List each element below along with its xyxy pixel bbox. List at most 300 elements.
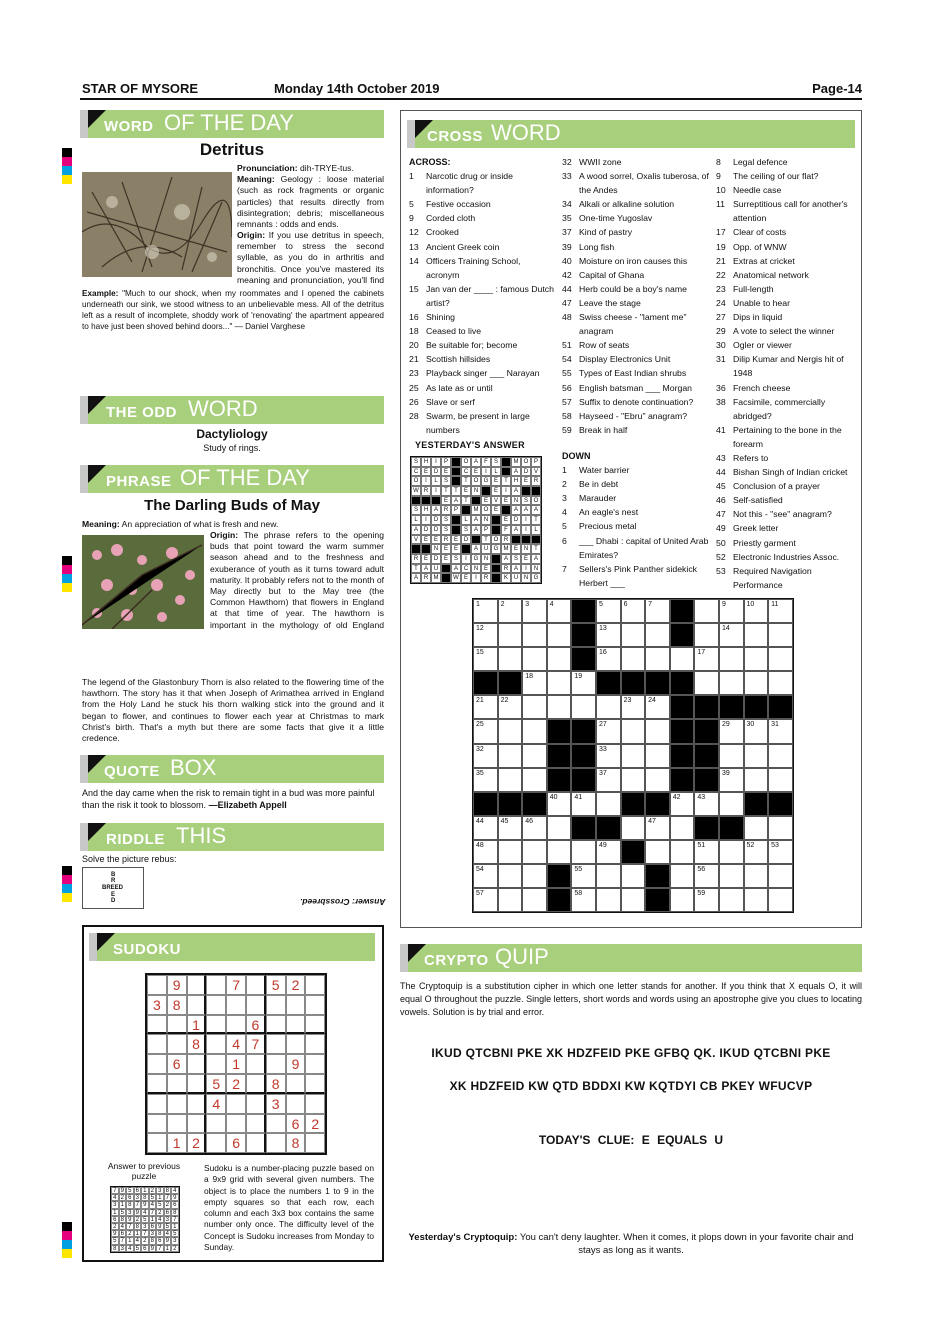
clue-item <box>409 169 555 197</box>
clue-number: 30 <box>716 340 726 351</box>
crossword-cell[interactable]: 3 <box>522 599 547 623</box>
sudoku-cell[interactable] <box>187 995 207 1015</box>
sudoku-cell[interactable] <box>226 1094 246 1114</box>
sudoku-cell[interactable] <box>187 1114 207 1134</box>
sudoku-cell[interactable] <box>187 1094 207 1114</box>
crossword-cell[interactable] <box>670 816 695 840</box>
mini-block <box>491 573 501 583</box>
crossword-cell[interactable]: 24 <box>645 695 670 719</box>
sudoku-cell[interactable] <box>246 975 266 995</box>
mini-cell: P <box>451 505 461 515</box>
sudoku-cell[interactable] <box>206 995 226 1015</box>
crossword-cell[interactable] <box>768 768 793 792</box>
sudoku-cell[interactable] <box>187 975 207 995</box>
sudoku-cell[interactable] <box>167 1094 187 1114</box>
sudoku-answer-cell: 1 <box>134 1230 142 1237</box>
clue-number: 50 <box>716 537 726 548</box>
mini-cell: N <box>521 544 531 554</box>
clue-number: 39 <box>562 241 572 252</box>
across-clues-col2 <box>562 155 710 437</box>
clue-item <box>562 534 710 562</box>
sudoku-cell[interactable] <box>246 1094 266 1114</box>
sudoku-cell: 8 <box>286 1133 306 1153</box>
mini-cell: A <box>471 544 481 554</box>
clue-text: Festive occasion <box>426 199 491 210</box>
crossword-cell[interactable] <box>571 695 596 719</box>
sudoku-answer-cell: 9 <box>149 1245 157 1252</box>
clue-text: Not this - "see" anagram? <box>733 509 832 520</box>
crossword-cell[interactable]: 32 <box>473 744 498 768</box>
crossword-cell[interactable] <box>498 768 523 792</box>
crossword-cell[interactable] <box>522 768 547 792</box>
sudoku-cell[interactable] <box>206 1015 226 1035</box>
mini-cell: C <box>461 564 471 574</box>
clue-number: 53 <box>716 565 726 576</box>
mini-cell: T <box>451 486 461 496</box>
crossword-cell[interactable] <box>522 623 547 647</box>
crossword-cell[interactable]: 19 <box>571 671 596 695</box>
sudoku-answer-cell: 3 <box>171 1237 179 1244</box>
crossword-cell[interactable]: 13 <box>596 623 621 647</box>
crossword-cell[interactable] <box>744 864 769 888</box>
clue-text: Dilip Kumar and Nergis hit of 1948 <box>733 354 844 379</box>
sudoku-answer-cell: 7 <box>164 1194 172 1201</box>
clue-number: 28 <box>409 410 419 421</box>
crossword-cell[interactable] <box>547 623 572 647</box>
clue-text: A wood sorrel, Oxalis tuberosa, of the Andes <box>579 171 709 196</box>
crossword-cell[interactable] <box>596 864 621 888</box>
crossword-cell[interactable]: 47 <box>645 816 670 840</box>
crossword-cell[interactable] <box>744 671 769 695</box>
crossword-cell[interactable] <box>744 816 769 840</box>
down-label: DOWN <box>562 451 591 461</box>
clue-item <box>716 310 858 324</box>
mini-block <box>501 505 511 515</box>
sudoku-cell[interactable] <box>286 1094 306 1114</box>
clue-text: The ceiling of our flat? <box>733 171 819 182</box>
mini-block <box>491 564 501 574</box>
clue-number: 42 <box>562 269 572 280</box>
crossword-cell[interactable]: 52 <box>744 840 769 864</box>
crossword-cell[interactable] <box>547 695 572 719</box>
crossword-cell[interactable]: 46 <box>522 816 547 840</box>
crossword-cell[interactable] <box>645 647 670 671</box>
clue-item <box>562 423 710 437</box>
mini-cell: H <box>421 457 431 467</box>
sudoku-cell[interactable] <box>246 1074 266 1094</box>
crossword-cell[interactable]: 37 <box>596 768 621 792</box>
clue-number: 34 <box>562 199 572 210</box>
crossword-cell[interactable] <box>522 647 547 671</box>
crossword-cell[interactable] <box>694 599 719 623</box>
clue-number: 27 <box>716 312 726 323</box>
crossword-cell[interactable]: 17 <box>694 647 719 671</box>
crossword-cell[interactable]: 57 <box>473 888 498 912</box>
sudoku-cell[interactable] <box>246 1054 266 1074</box>
clue-text: Suffix to denote continuation? <box>579 396 694 407</box>
sudoku-cell[interactable] <box>187 1074 207 1094</box>
crossword-cell[interactable] <box>498 623 523 647</box>
crossword-cell[interactable] <box>768 671 793 695</box>
mini-cell: G <box>481 476 491 486</box>
crossword-cell[interactable] <box>498 647 523 671</box>
crossword-cell[interactable] <box>719 647 744 671</box>
crossword-cell[interactable] <box>670 864 695 888</box>
crossword-cell[interactable] <box>670 840 695 864</box>
crossword-cell[interactable]: 35 <box>473 768 498 792</box>
sudoku-cell[interactable] <box>305 1074 325 1094</box>
crossword-block <box>719 695 744 719</box>
phrase-title: The Darling Buds of May <box>144 497 320 514</box>
mini-cell: O <box>411 476 421 486</box>
crossword-cell[interactable] <box>498 864 523 888</box>
crossword-cell[interactable]: 23 <box>621 695 646 719</box>
sudoku-answer-cell: 7 <box>126 1223 134 1230</box>
crossword-cell[interactable] <box>744 768 769 792</box>
sudoku-answer-cell: 6 <box>171 1201 179 1208</box>
mini-cell: R <box>501 564 511 574</box>
mini-cell: E <box>451 535 461 545</box>
mini-cell: T <box>411 564 421 574</box>
crossword-cell[interactable] <box>547 840 572 864</box>
mini-cell: I <box>431 457 441 467</box>
sudoku-cell[interactable] <box>246 1133 266 1153</box>
mini-cell: S <box>441 525 451 535</box>
crossword-cell[interactable] <box>621 888 646 912</box>
clue-number: 37 <box>562 227 572 238</box>
clue-number: 23 <box>409 368 419 379</box>
sudoku-cell[interactable] <box>246 1114 266 1134</box>
mini-cell: S <box>441 476 451 486</box>
crossword-cell[interactable]: 22 <box>498 695 523 719</box>
sudoku-cell[interactable] <box>206 1054 226 1074</box>
sudoku-description: Sudoku is a number-placing puzzle based on a 9x9 grid with several given numbers. The object is to place the numbers 1 to 9 in the empty squares so that each row, each column and each 3x3 box contains the same number only once. The difficulty level of the Concept is Sudoku increases from Monday to Sunday. <box>204 1163 374 1253</box>
crossword-cell[interactable]: 40 <box>547 792 572 816</box>
sudoku-cell[interactable] <box>305 1094 325 1114</box>
crossword-cell[interactable]: 42 <box>670 792 695 816</box>
svg-text:D: D <box>111 898 116 904</box>
crossword-cell[interactable] <box>621 647 646 671</box>
crossword-cell[interactable] <box>547 647 572 671</box>
clue-number: 55 <box>562 368 572 379</box>
crossword-cell[interactable]: 45 <box>498 816 523 840</box>
sudoku-cell[interactable] <box>206 975 226 995</box>
mini-cell: O <box>491 535 501 545</box>
sudoku-answer-cell: 9 <box>171 1194 179 1201</box>
crossword-cell[interactable] <box>522 744 547 768</box>
clue-text: Greek letter <box>733 523 779 534</box>
sudoku-cell[interactable] <box>286 1034 306 1054</box>
sudoku-cell[interactable] <box>167 1074 187 1094</box>
crossword-cell[interactable]: 43 <box>694 792 719 816</box>
clue-number: 40 <box>562 255 572 266</box>
crossword-block <box>694 719 719 743</box>
crossword-cell[interactable] <box>596 695 621 719</box>
clue-text: Sellers's Pink Panther sidekick Herbert ___ <box>579 563 698 588</box>
clue-item <box>409 381 555 395</box>
sudoku-answer-cell: 5 <box>119 1209 127 1216</box>
mini-cell: H <box>511 476 521 486</box>
mini-cell: G <box>531 573 541 583</box>
mini-cell: L <box>461 515 471 525</box>
crossword-cell[interactable] <box>621 816 646 840</box>
crossword-cell[interactable]: 48 <box>473 840 498 864</box>
sudoku-cell[interactable] <box>266 1133 286 1153</box>
sudoku-cell[interactable] <box>147 1094 167 1114</box>
sudoku-answer-cell: 5 <box>164 1223 172 1230</box>
crossword-cell[interactable]: 15 <box>473 647 498 671</box>
crossword-cell[interactable]: 27 <box>596 719 621 743</box>
mini-cell: E <box>421 535 431 545</box>
sudoku-cell[interactable] <box>266 1054 286 1074</box>
sudoku-grid[interactable] <box>145 973 327 1155</box>
sudoku-cell: 4 <box>226 1034 246 1054</box>
clue-number: 6 <box>562 535 567 546</box>
sudoku-answer-cell: 9 <box>134 1209 142 1216</box>
crossword-cell[interactable] <box>719 744 744 768</box>
mini-cell: P <box>481 525 491 535</box>
sudoku-cell[interactable] <box>286 1074 306 1094</box>
crossword-cell[interactable]: 5 <box>596 599 621 623</box>
clue-number: 9 <box>409 213 414 224</box>
crossword-cell[interactable]: 2 <box>498 599 523 623</box>
crossword-cell[interactable] <box>744 623 769 647</box>
crossword-cell[interactable]: 6 <box>621 599 646 623</box>
crossword-cell[interactable] <box>498 744 523 768</box>
sudoku-cell[interactable] <box>206 1133 226 1153</box>
crossword-cell[interactable]: 1 <box>473 599 498 623</box>
clue-item <box>716 169 858 183</box>
crossword-cell[interactable] <box>596 888 621 912</box>
crossword-cell[interactable] <box>645 623 670 647</box>
mini-block <box>501 467 511 477</box>
crossword-cell[interactable]: 30 <box>744 719 769 743</box>
crossword-cell[interactable] <box>645 840 670 864</box>
crossword-cell[interactable] <box>621 768 646 792</box>
crossword-cell[interactable] <box>768 816 793 840</box>
crossword-cell[interactable] <box>744 888 769 912</box>
crossword-cell[interactable] <box>547 671 572 695</box>
sudoku-answer-cell: 8 <box>171 1209 179 1216</box>
sudoku-cell[interactable] <box>286 1015 306 1035</box>
crossword-cell[interactable] <box>522 864 547 888</box>
clue-item <box>562 268 710 282</box>
crossword-cell[interactable] <box>768 623 793 647</box>
sudoku-cell[interactable] <box>147 975 167 995</box>
crossword-cell[interactable] <box>571 840 596 864</box>
sudoku-answer-cell: 4 <box>149 1201 157 1208</box>
crossword-cell[interactable] <box>694 671 719 695</box>
crossword-cell[interactable]: 4 <box>547 599 572 623</box>
crossword-cell[interactable]: 44 <box>473 816 498 840</box>
crossword-block <box>571 744 596 768</box>
crossword-cell[interactable] <box>522 719 547 743</box>
mini-cell: S <box>411 457 421 467</box>
crossword-cell[interactable] <box>719 671 744 695</box>
crossword-cell[interactable] <box>768 744 793 768</box>
crossword-cell[interactable] <box>621 744 646 768</box>
sudoku-cell[interactable] <box>266 1015 286 1035</box>
mini-cell: I <box>431 486 441 496</box>
mini-cell: D <box>461 535 471 545</box>
sudoku-answer-cell: 2 <box>164 1201 172 1208</box>
mini-block <box>451 476 461 486</box>
sudoku-cell[interactable] <box>266 995 286 1015</box>
mini-cell: A <box>511 525 521 535</box>
sudoku-cell[interactable] <box>226 1015 246 1035</box>
crossword-block <box>744 695 769 719</box>
crossword-cell[interactable] <box>768 888 793 912</box>
sudoku-cell[interactable] <box>266 1114 286 1134</box>
crossword-block <box>719 816 744 840</box>
mini-cell: A <box>471 525 481 535</box>
mini-cell: T <box>461 476 471 486</box>
sudoku-cell[interactable] <box>305 1133 325 1153</box>
crossword-cell[interactable] <box>522 695 547 719</box>
crossword-cell[interactable] <box>694 623 719 647</box>
crossword-cell[interactable]: 18 <box>522 671 547 695</box>
crossword-cell[interactable]: 39 <box>719 768 744 792</box>
sudoku-cell[interactable] <box>147 1015 167 1035</box>
crossword-cell[interactable] <box>621 719 646 743</box>
crossword-cell[interactable] <box>522 888 547 912</box>
sudoku-cell[interactable] <box>147 1133 167 1153</box>
crossword-cell[interactable] <box>645 768 670 792</box>
crossword-cell[interactable] <box>498 719 523 743</box>
crossword-cell[interactable] <box>670 647 695 671</box>
clue-number: 56 <box>562 382 572 393</box>
crossword-cell[interactable] <box>768 647 793 671</box>
sudoku-cell[interactable] <box>226 1114 246 1134</box>
clue-item <box>409 282 555 310</box>
crossword-cell[interactable]: 33 <box>596 744 621 768</box>
crossword-cell[interactable] <box>768 864 793 888</box>
mini-cell: D <box>431 554 441 564</box>
crossword-block <box>645 792 670 816</box>
sudoku-cell[interactable] <box>305 1054 325 1074</box>
crossword-cell[interactable] <box>719 792 744 816</box>
sudoku-cell: 1 <box>226 1054 246 1074</box>
crossword-cell[interactable]: 55 <box>571 864 596 888</box>
sudoku-cell[interactable] <box>305 1015 325 1035</box>
sudoku-cell[interactable] <box>305 1034 325 1054</box>
crossword-cell[interactable] <box>719 840 744 864</box>
mini-cell: U <box>511 573 521 583</box>
crossword-cell[interactable] <box>621 864 646 888</box>
crossword-cell[interactable] <box>498 840 523 864</box>
sudoku-cell[interactable] <box>206 1114 226 1134</box>
crossword-cell[interactable] <box>744 744 769 768</box>
mini-cell: E <box>521 554 531 564</box>
sudoku-cell[interactable] <box>286 995 306 1015</box>
crossword-cell[interactable] <box>670 888 695 912</box>
sudoku-cell[interactable] <box>305 995 325 1015</box>
sudoku-cell[interactable] <box>246 995 266 1015</box>
crossword-cell[interactable]: 54 <box>473 864 498 888</box>
crossword-cell[interactable]: 9 <box>719 599 744 623</box>
crossword-cell[interactable] <box>596 792 621 816</box>
sudoku-cell[interactable] <box>147 1054 167 1074</box>
crossword-cell[interactable]: 21 <box>473 695 498 719</box>
sudoku-cell[interactable] <box>147 1034 167 1054</box>
sudoku-cell[interactable] <box>187 1054 207 1074</box>
crossword-cell[interactable] <box>621 623 646 647</box>
sudoku-answer-cell: 5 <box>126 1187 134 1194</box>
crossword-cell[interactable]: 41 <box>571 792 596 816</box>
crossword-cell[interactable] <box>645 719 670 743</box>
mini-cell: T <box>501 476 511 486</box>
crossword-cell[interactable] <box>719 864 744 888</box>
mini-cell: T <box>461 496 471 506</box>
mini-cell: A <box>451 496 461 506</box>
crossword-cell[interactable]: 29 <box>719 719 744 743</box>
clue-item <box>562 240 710 254</box>
sudoku-cell[interactable] <box>167 1114 187 1134</box>
crossword-cell[interactable] <box>645 744 670 768</box>
crossword-cell[interactable] <box>744 647 769 671</box>
crossword-cell[interactable]: 14 <box>719 623 744 647</box>
clue-item <box>409 366 555 380</box>
crossword-cell[interactable]: 31 <box>768 719 793 743</box>
sudoku-cell[interactable] <box>167 1034 187 1054</box>
sudoku-cell[interactable] <box>305 975 325 995</box>
crossword-cell[interactable]: 7 <box>645 599 670 623</box>
print-marks <box>62 1222 72 1258</box>
crossword-cell[interactable]: 51 <box>694 840 719 864</box>
crossword-cell[interactable]: 11 <box>768 599 793 623</box>
crossword-block <box>547 864 572 888</box>
sudoku-answer-cell: 3 <box>149 1230 157 1237</box>
crossword-cell[interactable]: 49 <box>596 840 621 864</box>
crossword-cell[interactable]: 53 <box>768 840 793 864</box>
sudoku-answer-cell: 2 <box>171 1245 179 1252</box>
sudoku-cell: 6 <box>286 1114 306 1134</box>
mini-cell: S <box>411 505 421 515</box>
sudoku-cell: 1 <box>187 1015 207 1035</box>
crossword-block <box>694 816 719 840</box>
sudoku-answer-cell: 4 <box>119 1223 127 1230</box>
crossword-cell[interactable]: 12 <box>473 623 498 647</box>
crossword-cell[interactable]: 59 <box>694 888 719 912</box>
sudoku-answer-cell: 7 <box>171 1216 179 1223</box>
crossword-block <box>768 695 793 719</box>
crossword-cell[interactable]: 16 <box>596 647 621 671</box>
crossword-cell[interactable]: 58 <box>571 888 596 912</box>
crossword-cell[interactable]: 10 <box>744 599 769 623</box>
sudoku-cell[interactable] <box>147 1114 167 1134</box>
mini-cell: I <box>481 467 491 477</box>
crossword-cell[interactable]: 56 <box>694 864 719 888</box>
mini-block <box>521 486 531 496</box>
crossword-cell[interactable] <box>547 816 572 840</box>
crossword-cell[interactable] <box>719 888 744 912</box>
cryptoquip-yesterday: Yesterday's Cryptoquip: You can't deny laughter. When it comes, it plops down in your favorite chair and stays as long as it wants. <box>408 1232 854 1256</box>
sudoku-cell[interactable] <box>167 1015 187 1035</box>
sudoku-cell[interactable] <box>266 1034 286 1054</box>
mini-cell: N <box>471 564 481 574</box>
sudoku-cell[interactable] <box>206 1034 226 1054</box>
crossword-grid[interactable] <box>472 598 794 913</box>
crossword-cell[interactable]: 25 <box>473 719 498 743</box>
sudoku-cell[interactable] <box>147 1074 167 1094</box>
sudoku-cell: 5 <box>206 1074 226 1094</box>
clue-number: 47 <box>562 297 572 308</box>
sudoku-answer-cell: 4 <box>141 1209 149 1216</box>
sudoku-cell[interactable] <box>226 995 246 1015</box>
crossword-cell[interactable] <box>498 888 523 912</box>
clue-text: Bishan Singh of Indian cricket <box>733 467 848 478</box>
crossword-cell[interactable] <box>522 840 547 864</box>
